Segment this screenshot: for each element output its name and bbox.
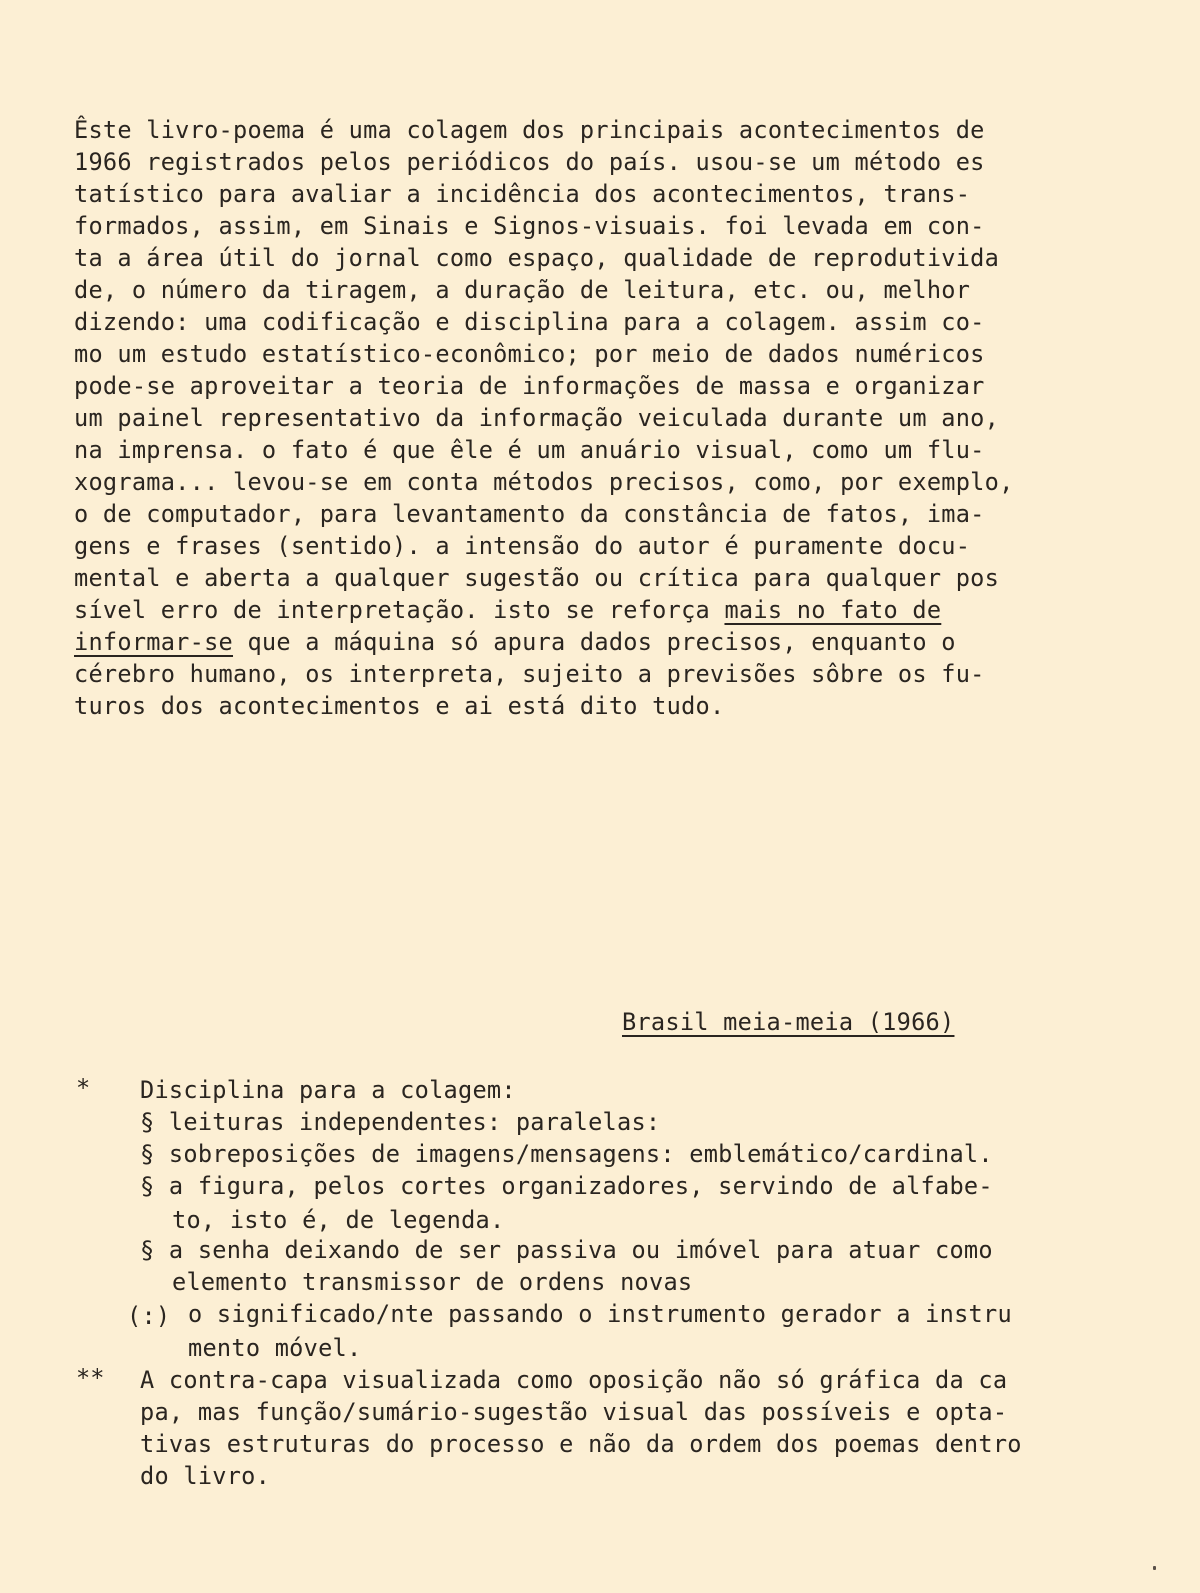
paragraph-line: na imprensa. o fato é que êle é um anuário visual, como um flu- — [74, 436, 985, 464]
signature-title: Brasil meia-meia (1966) — [622, 1008, 955, 1036]
paragraph-line: Êste livro-poema é uma colagem dos principais acontecimentos de — [74, 116, 985, 144]
underlined-phrase: mais no fato de — [724, 596, 942, 624]
paragraph-line: xograma... levou-se em conta métodos precisos, como, por exemplo, — [74, 468, 1014, 496]
paragraph-line: formados, assim, em Sinais e Signos-visuais. foi levada em con- — [74, 212, 985, 240]
colon-marker: (:) — [127, 1302, 171, 1330]
paragraph-line: gens e frases (sentido). a intensão do autor é puramente docu- — [74, 532, 971, 560]
paragraph-line: 1966 registrados pelos periódicos do país. usou-se um método es — [74, 148, 985, 176]
note-item-continued: do livro. — [140, 1462, 271, 1490]
note-item-continued: pa, mas função/sumário-sugestão visual das possíveis e opta- — [140, 1398, 1008, 1426]
note-item-continued: to, isto é, de legenda. — [172, 1206, 505, 1234]
paragraph-line: ta a área útil do jornal como espaço, qualidade de reprodutivida — [74, 244, 1000, 272]
note-item-continued: mento móvel. — [188, 1334, 362, 1362]
underlined-phrase: informar-se — [74, 628, 234, 656]
note-item: § sobreposições de imagens/mensagens: emblemático/cardinal. — [140, 1140, 993, 1168]
notes-heading: Disciplina para a colagem: — [140, 1076, 516, 1104]
paper-speck — [1153, 1566, 1156, 1570]
paragraph-line: mo um estudo estatístico-econômico; por meio de dados numéricos — [74, 340, 985, 368]
paragraph-line — [74, 594, 941, 626]
paragraph-line: de, o número da tiragem, a duração de leitura, etc. ou, melhor — [74, 276, 971, 304]
paragraph-line: pode-se aproveitar a teoria de informações de massa e organizar — [74, 372, 985, 400]
double-asterisk-marker: ** — [76, 1364, 105, 1392]
paragraph-line — [74, 626, 956, 658]
paragraph-line: tatístico para avaliar a incidência dos acontecimentos, trans- — [74, 180, 971, 208]
paragraph-line: cérebro humano, os interpreta, sujeito a previsões sôbre os fu- — [74, 660, 985, 688]
paragraph-text: que a máquina só apura dados precisos, enquanto o — [233, 628, 956, 656]
paragraph-line: mental e aberta a qualquer sugestão ou crítica para qualquer pos — [74, 564, 1000, 592]
paragraph-line: dizendo: uma codificação e disciplina para a colagem. assim co- — [74, 308, 985, 336]
paragraph-text: sível erro de interpretação. isto se reforça — [74, 596, 725, 624]
note-item: § a senha deixando de ser passiva ou imóvel para atuar como — [140, 1236, 993, 1264]
paragraph-line: o de computador, para levantamento da constância de fatos, ima- — [74, 500, 985, 528]
note-item: A contra-capa visualizada como oposição não só gráfica da ca — [140, 1366, 1008, 1394]
paragraph-line: turos dos acontecimentos e ai está dito tudo. — [74, 692, 725, 720]
note-item-continued: tivas estruturas do processo e não da ordem dos poemas dentro — [140, 1430, 1022, 1458]
asterisk-marker: * — [76, 1074, 91, 1102]
paragraph-line: um painel representativo da informação veiculada durante um ano, — [74, 404, 1000, 432]
note-item: § a figura, pelos cortes organizadores, servindo de alfabe- — [140, 1172, 993, 1200]
note-item-continued: elemento transmissor de ordens novas — [172, 1268, 693, 1296]
note-item: § leituras independentes: paralelas: — [140, 1108, 661, 1136]
note-item: o significado/nte passando o instrumento gerador a instru — [188, 1300, 1012, 1328]
